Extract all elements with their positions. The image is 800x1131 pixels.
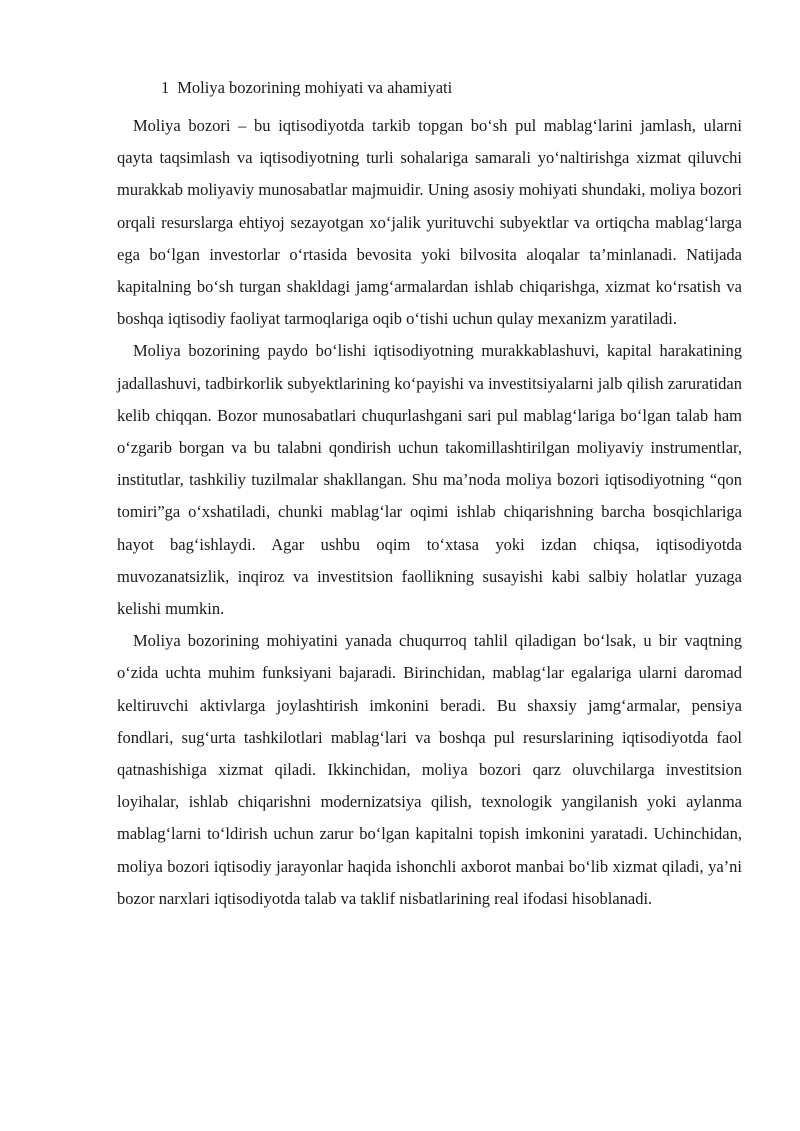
section-title: Moliya bozorining mohiyati va ahamiyati — [177, 78, 453, 97]
document-page — [117, 72, 742, 915]
paragraph-1: Moliya bozori – bu iqtisodiyotda tarkib topgan bo‘sh pul mablag‘larini jamlash, ularni qayta taqsimlash va iqtisodiyotning turli sohalariga samarali yo‘naltirishga xizmat qiluvchi murakkab moliyaviy munosabatlar majmuidir. Uning asosiy mohiyati shundaki, moliya bozori orqali resurslarga ehtiyoj sezayotgan xo‘jalik yurituvchi subyektlar va ortiqcha mablag‘larga ega bo‘lgan investorlar o‘rtasida bevosita yoki bilvosita aloqalar ta’minlanadi. Natijada kapitalning bo‘sh turgan shakldagi jamg‘armalardan ishlab chiqarishga, xizmat ko‘rsatish va boshqa iqtisodiy faoliyat tarmoqlariga oqib o‘tishi uchun qulay mexanizm yaratiladi. — [117, 116, 742, 329]
section-number: 1 — [161, 78, 170, 97]
section-heading — [117, 72, 742, 104]
paragraph-2: Moliya bozorining paydo bo‘lishi iqtisodiyotning murakkablashuvi, kapital harakatining jadallashuvi, tadbirkorlik subyektlarining ko‘payishi va investitsiyalarni jalb qilish zaruratidan kelib chiqqan. Bozor munosabatlari chuqurlashgani sari pul mablag‘lariga bo‘lgan talab ham o‘zgarib borgan va bu talabni qondirish uchun takomillashtirilgan moliyaviy instrumentlar, institutlar, tashkiliy tuzilmalar shakllangan. Shu ma’noda moliya bozori iqtisodiyotning “qon tomiri”ga o‘xshatiladi, chunki mablag‘lar oqimi ishlab chiqarishning barcha bosqichlariga hayot bag‘ishlaydi. Agar ushbu oqim to‘xtasa yoki izdan chiqsa, iqtisodiyotda muvozanatsizlik, inqiroz va investitsion faollikning susayishi kabi salbiy holatlar yuzaga kelishi mumkin. — [117, 341, 742, 619]
paragraph-3: Moliya bozorining mohiyatini yanada chuqurroq tahlil qiladigan bo‘lsak, u bir vaqtning o‘zida uchta muhim funksiyani bajaradi. Birinchidan, mablag‘lar egalariga ularni daromad keltiruvchi aktivlarga joylashtirish imkonini beradi. Bu shaxsiy jamg‘armalar, pensiya fondlari, sug‘urta tashkilotlari mablag‘lari va boshqa pul resurslarining iqtisodiyotda faol qatnashishiga xizmat qiladi. Ikkinchidan, moliya bozori qarz oluvchilarga investitsion loyihalar, ishlab chiqarishni modernizatsiya qilish, texnologik yangilanish yoki aylanma mablag‘larni to‘ldirish uchun zarur bo‘lgan kapitalni topish imkonini yaratadi. Uchinchidan, moliya bozori iqtisodiy jarayonlar haqida ishonchli axborot manbai bo‘lib xizmat qiladi, ya’ni bozor narxlari iqtisodiyotda talab va taklif nisbatlarining real ifodasi hisoblanadi. — [117, 631, 742, 908]
